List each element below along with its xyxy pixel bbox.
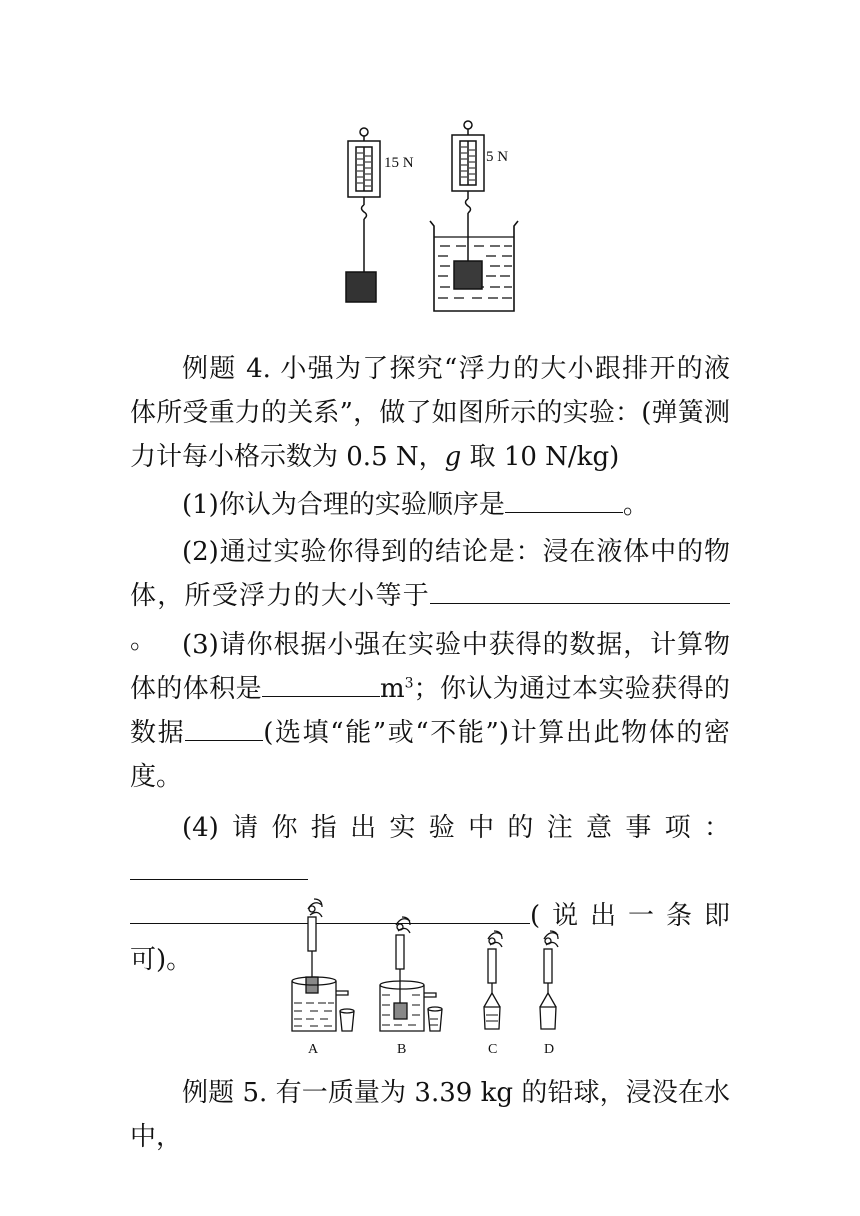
example4-question1: (1)你认为合理的实验顺序是 。	[130, 483, 730, 527]
right-reading-label: 5 N	[486, 149, 509, 165]
block-in-air	[346, 272, 376, 302]
step-label-c: C	[488, 1042, 498, 1057]
step-label-a: A	[308, 1042, 319, 1057]
figure-spring-scale-comparison	[330, 115, 530, 320]
step-b-apparatus	[380, 917, 442, 1031]
step-a-apparatus	[292, 899, 354, 1031]
left-reading-label: 15 N	[384, 155, 414, 171]
example5-text: 例题 5. 有一质量为 3.39 kg 的铅球，浸没在水中，	[130, 1078, 730, 1152]
step-c-apparatus	[484, 931, 502, 1029]
answer-blank-2[interactable]	[430, 575, 730, 604]
answer-blank-3-volume[interactable]	[262, 668, 380, 697]
example4-question4: (4)请你指出实验中的注意事项： (说出一条即可)。	[130, 813, 730, 975]
answer-blank-4-line1[interactable]	[130, 851, 308, 880]
answer-blank-3-density[interactable]	[185, 712, 263, 741]
answer-blank-1[interactable]	[505, 484, 623, 513]
figure-experiment-steps	[280, 895, 580, 1063]
step-label-d: D	[544, 1042, 555, 1057]
spring-scale-left	[348, 128, 380, 272]
step-d-apparatus	[540, 931, 558, 1029]
block-in-water	[454, 261, 482, 289]
example4-question2: (2)通过实验你得到的结论是：浸在液体中的物体，所受浮力的大小等于。	[130, 537, 730, 655]
step-label-b: B	[397, 1042, 407, 1057]
example4-intro: 例题 4. 小强为了探究“浮力的大小跟排开的液体所受重力的关系”，做了如图所示的实验：(弹簧测力计每小格示数为 0.5 N，g 取 10 N/kg)	[130, 354, 730, 472]
spring-scale-right	[452, 121, 484, 261]
example4-question3: (3)请你根据小强在实验中获得的数据，计算物体的体积是 $m^3$；你认为通过本实验获得的数据 (选填“能”或“不能”)计算出此物体的密度。	[130, 630, 730, 792]
